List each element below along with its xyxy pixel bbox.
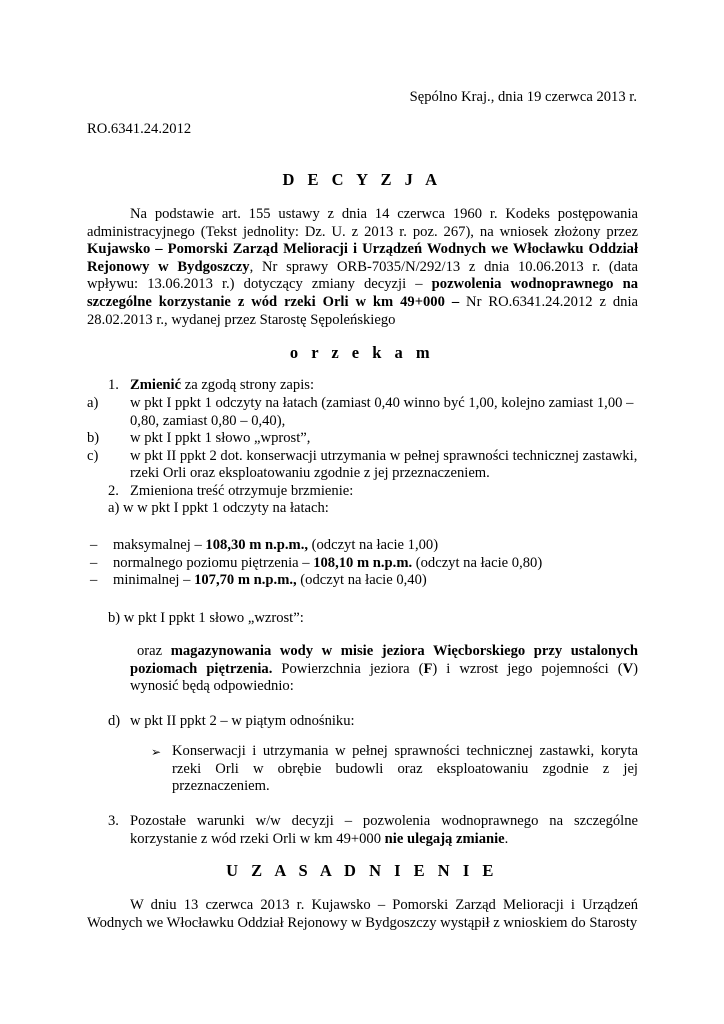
level-reading: (odczyt na łacie 0,40) — [296, 572, 427, 588]
place-date: Sępólno Kraj., dnia 19 czerwca 2013 r. — [409, 89, 637, 105]
level-text — [113, 572, 427, 590]
item-1-number: 1. — [108, 377, 119, 393]
intro-text-2: , Nr sprawy ORB-7035/N/292/13 z dnia 10.06.2013 r. (data wpływu: 13.06.2013 r.) dotyczący zmiany decyzji – — [87, 258, 638, 293]
item-b-label: b) — [87, 430, 100, 446]
justification-heading: U Z A S A D N I E N I E — [226, 861, 498, 880]
intro-text-3: Nr RO.6341.24.2012 z dnia 28.02.2013 r., wydanej przez Starostę Sępoleńskiego — [87, 293, 638, 328]
item-c-line-2: rzeki Orli oraz eksploatowaniu zgodnie z jej przeznaczeniem. — [130, 465, 490, 481]
part-b-text-1: oraz — [137, 643, 171, 659]
item-3-text — [130, 813, 638, 848]
item-2-text: Zmieniona treść otrzymuje brzmienie: — [130, 483, 354, 499]
level-text — [113, 555, 542, 573]
orzekam-heading: o r z e k a m — [289, 343, 435, 362]
item-d-label: d) — [108, 713, 121, 729]
item-a-line-1: w pkt I ppkt 1 odczyty na łatach (zamiast 0,40 winno być 1,00, kolejno zamiast 1,00 – — [130, 395, 634, 411]
item-3-body: Pozostałe warunki w/w decyzji – pozwolenia wodnoprawnego na szczególne korzystanie z wód rzeki Orli w km 49+000 — [130, 813, 638, 847]
level-label: normalnego poziomu piętrzenia – — [113, 555, 314, 571]
item-3-number: 3. — [108, 813, 119, 829]
item-1-bold: Zmienić — [130, 377, 182, 393]
level-value: 107,70 m n.p.m., — [194, 572, 297, 588]
item-a-line-2: 0,80, zamiast 0,80 – 0,40), — [130, 413, 286, 429]
item-a-label: a) — [87, 395, 99, 411]
part-b-text-4: ) wynosić będą odpowiednio: — [130, 660, 638, 695]
item-3-bold: nie ulegają zmianie — [384, 830, 505, 847]
maintenance-bullet: Konserwacji i utrzymania w pełnej sprawności technicznej zastawki, koryta rzeki Orli w obrębie budowli oraz eksploatowaniu zgodnie z jej przeznaczeniem. — [172, 743, 638, 795]
item-3-end: . — [504, 830, 509, 847]
symbol-v: V — [622, 660, 634, 677]
part-b-bold: magazynowania wody w misie jeziora Więcborskiego przy ustalonych poziomach piętrzenia. — [130, 643, 639, 677]
item-b-text: w pkt I ppkt 1 słowo „wprost”, — [130, 430, 311, 446]
level-value: 108,10 m n.p.m. — [313, 555, 413, 571]
level-label: minimalnej – — [113, 572, 195, 588]
applicant-name: Kujawsko – Pomorski Zarząd Melioracji i Urządzeń Wodnych we Włocławku Oddział Rejonowy w Bydgoszczy — [87, 241, 638, 275]
level-reading: (odczyt na łacie 1,00) — [308, 537, 439, 553]
justification-paragraph: W dniu 13 czerwca 2013 r. Kujawsko – Pomorski Zarząd Melioracji i Urządzeń Wodnych we Włocławku Oddział Rejonowy w Bydgoszczy wystąpił z wnioskiem do Starosty — [87, 897, 638, 931]
item-c-line-1: w pkt II ppkt 2 dot. konserwacji utrzymania w pełnej sprawności technicznej zastawki, — [130, 448, 638, 464]
level-label: maksymalnej – — [113, 537, 206, 553]
level-dash: – — [90, 555, 98, 571]
part-b-text-2: Powierzchnia jeziora ( — [272, 660, 424, 677]
arrow-bullet-icon: ➢ — [151, 745, 162, 759]
item-1-text — [130, 377, 314, 395]
item-c-label: c) — [87, 448, 99, 464]
intro-text-1: Na podstawie art. 155 ustawy z dnia 14 czerwca 1960 r. Kodeks postępowania administracyjnego (Tekst jednolity: Dz. U. z 2013 r. poz. 267), na wniosek złożony przez — [87, 206, 638, 240]
permit-subject: pozwolenia wodnoprawnego na szczególne korzystanie z wód rzeki Orli w km 49+000 – — [87, 276, 639, 310]
decision-title: D E C Y Z J A — [282, 170, 442, 189]
intro-paragraph — [87, 206, 638, 329]
symbol-f: F — [423, 660, 433, 677]
part-b-heading: b) w pkt I ppkt 1 słowo „wzrost”: — [108, 610, 304, 626]
item-d-text: w pkt II ppkt 2 – w piątym odnośniku: — [130, 713, 355, 729]
item-2-subheading: a) w w pkt I ppkt 1 odczyty na łatach: — [108, 500, 329, 516]
part-b-text-3: ) i wzrost jego pojemności ( — [432, 660, 623, 677]
part-b-paragraph — [130, 643, 638, 696]
level-reading: (odczyt na łacie 0,80) — [412, 555, 543, 571]
item-1-rest: za zgodą strony zapis: — [181, 377, 314, 393]
level-value: 108,30 m n.p.m., — [205, 537, 308, 553]
level-text — [113, 537, 438, 555]
reference-number: RO.6341.24.2012 — [87, 121, 192, 137]
level-dash: – — [90, 537, 98, 553]
item-2-number: 2. — [108, 483, 119, 499]
level-dash: – — [90, 572, 98, 588]
